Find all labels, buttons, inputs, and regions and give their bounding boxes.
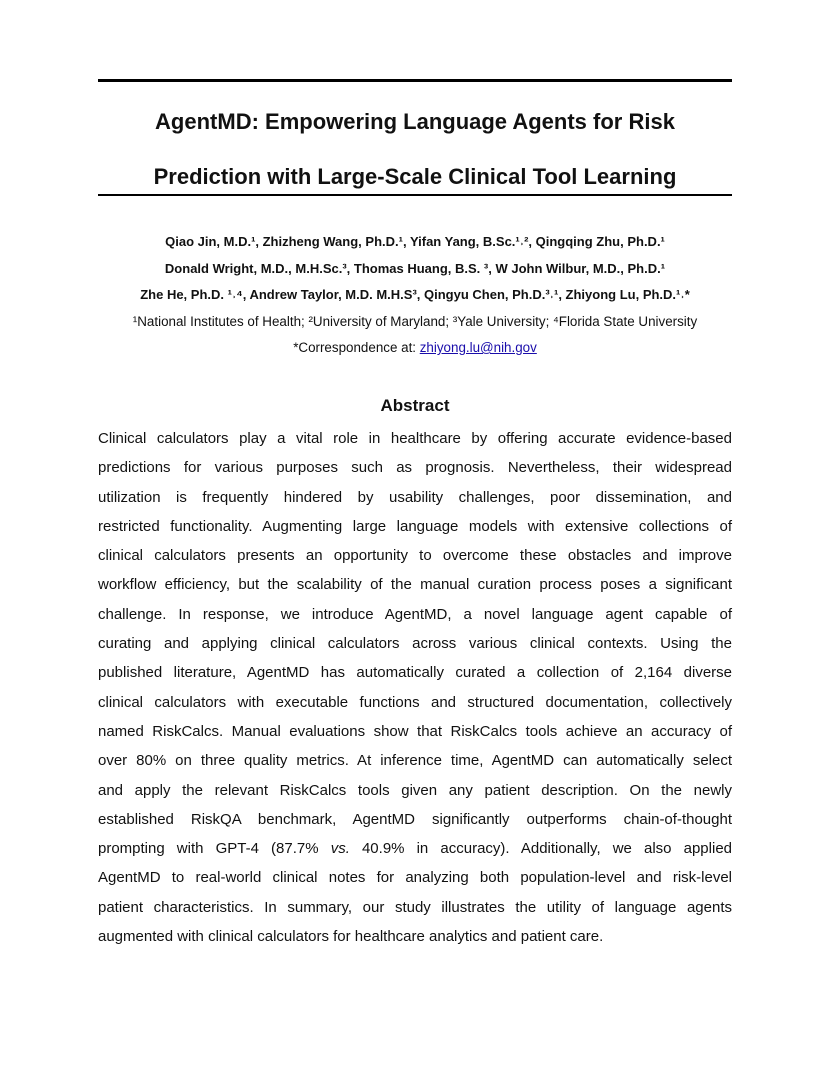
abstract-line: named RiskCalcs. Manual evaluations show that RiskCalcs tools achieve an accuracy of [98, 722, 732, 740]
abstract-line: Clinical calculators play a vital role in healthcare by offering accurate evidence-based [98, 430, 732, 447]
abstract-line-with-emphasis [98, 834, 732, 863]
abstract-line: and apply the relevant RiskCalcs tools given any patient description. On the newly [98, 781, 732, 799]
title-line-2: Prediction with Large-Scale Clinical Tool Learning [153, 164, 677, 189]
abstract-line: augmented with clinical calculators for healthcare analytics and patient care. [98, 928, 604, 946]
abstract-line: established RiskQA benchmark, AgentMD significantly outperforms chain-of-thought [98, 810, 732, 828]
abstract-line: workflow efficiency, but the scalability of the manual curation process poses a significant [98, 576, 732, 594]
abstract-line: patient characteristics. In summary, our study illustrates the utility of language agents [98, 898, 732, 916]
abstract-emphasis: vs. [330, 840, 350, 858]
title-top-rule [98, 79, 732, 82]
author-list [60, 229, 770, 309]
paper-title [98, 94, 732, 204]
abstract-line: AgentMD to real-world clinical notes for analyzing both population-level and risk-level [98, 869, 732, 887]
author-line-3: Zhe He, Ph.D. ¹˒⁴, Andrew Taylor, M.D. M.H.S³, Qingyu Chen, Ph.D.³˒¹, Zhiyong Lu, Ph.D.¹˒* [140, 287, 690, 302]
abstract-line: clinical calculators presents an opportunity to overcome these obstacles and improve [98, 547, 732, 565]
abstract-text: prompting with GPT-4 (87.7% [98, 840, 331, 858]
abstract-line: challenge. In response, we introduce AgentMD, a novel language agent capable of [98, 605, 732, 623]
correspondence-label: *Correspondence at: [293, 340, 420, 355]
title-line-1: AgentMD: Empowering Language Agents for Risk [155, 109, 675, 134]
title-bottom-rule [98, 194, 732, 196]
abstract-line: clinical calculators with executable functions and structured documentation, collectively [98, 693, 732, 711]
correspondence [60, 335, 770, 362]
abstract-body [98, 424, 732, 951]
author-line-1: Qiao Jin, M.D.¹, Zhizheng Wang, Ph.D.¹, Yifan Yang, B.Sc.¹˒², Qingqing Zhu, Ph.D.¹ [165, 234, 665, 249]
abstract-text: 40.9% in accuracy). Additionally, we also applied [349, 840, 733, 858]
author-line-2: Donald Wright, M.D., M.H.Sc.³, Thomas Huang, B.S. ³, W John Wilbur, M.D., Ph.D.¹ [164, 260, 666, 276]
abstract-line: predictions for various purposes such as prognosis. Nevertheless, their widespread [98, 459, 732, 477]
affiliations: ¹National Institutes of Health; ²University of Maryland; ³Yale University; ⁴Florida State University [132, 314, 698, 329]
abstract-line: over 80% on three quality metrics. At inference time, AgentMD can automatically select [98, 752, 732, 770]
abstract-line: utilization is frequently hindered by usability challenges, poor dissemination, and [98, 488, 732, 506]
abstract-line: restricted functionality. Augmenting large language models with extensive collections of [98, 517, 732, 535]
abstract-line: curating and applying clinical calculators across various clinical contexts. Using the [98, 635, 732, 653]
correspondence-email-link[interactable]: zhiyong.lu@nih.gov [419, 340, 537, 355]
abstract-heading: Abstract [380, 396, 450, 415]
abstract-line: published literature, AgentMD has automatically curated a collection of 2,164 diverse [98, 664, 732, 682]
